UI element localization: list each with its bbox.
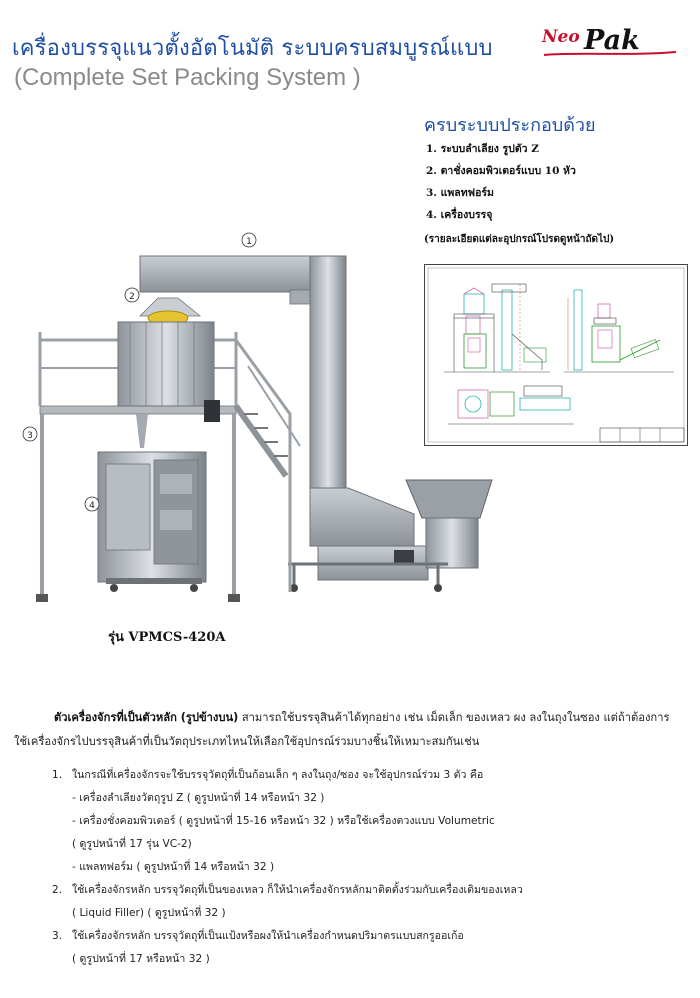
intro-bold: ตัวเครื่องจักรที่เป็นตัวหลัก (รูปข้างบน) xyxy=(54,711,239,724)
logo-pak-text: Pak xyxy=(584,25,640,56)
component-item: 4. เครื่องบรรจุ xyxy=(426,209,493,221)
callout-2-label: 2 xyxy=(129,292,135,302)
list-item: 1. ในกรณีที่เครื่องจักรจะใช้บรรจุวัตถุที่เป็นก้อนเล็ก ๆ ลงในถุง/ซอง จะใช้อุปกรณ์ร่วม 3 ตัว คือ xyxy=(52,769,484,781)
list-item: ( ดูรูปหน้าที่ 17 รุ่น VC-2) xyxy=(72,838,192,850)
components-note: (รายละเอียดแต่ละอุปกรณ์โปรดดูหน้าถัดไป) xyxy=(424,234,615,245)
neopak-logo xyxy=(540,22,678,60)
callout-4-label: 4 xyxy=(89,501,95,511)
list-item: 2. ใช้เครื่องจักรหลัก บรรจุวัตถุที่เป็นของเหลว ก็ให้นำเครื่องจักรหลักมาติดตั้งร่วมกับเครื่องเติมของเหลว xyxy=(52,884,523,896)
page-title: เครื่องบรรจุแนวตั้งอัตโนมัติ ระบบครบสมบูรณ์แบบ xyxy=(12,36,493,61)
list-item: - เครื่องชั่งคอมพิวเตอร์ ( ดูรูปหน้าที่ 15-16 หรือหน้า 32 ) หรือใช้เครื่องตวงแบบ Volumetric xyxy=(72,815,495,827)
component-item: 3. แพลทฟอร์ม xyxy=(426,187,494,199)
page-subtitle: (Complete Set Packing System ) xyxy=(14,64,361,91)
components-list xyxy=(426,140,576,228)
components-heading: ครบระบบประกอบด้วย xyxy=(424,115,596,136)
list-item: 3. ใช้เครื่องจักรหลัก บรรจุวัตถุที่เป็นแป้งหรือผงให้นำเครื่องกำหนดปริมาตรแบบสกรูออเก้อ xyxy=(52,930,464,942)
callout-1-label: 1 xyxy=(246,237,252,247)
component-item: 2. ตาชั่งคอมพิวเตอร์แบบ 10 หัว xyxy=(426,165,576,177)
callout-3-label: 3 xyxy=(27,431,33,441)
list-item: ( Liquid Filler) ( ดูรูปหน้าที่ 32 ) xyxy=(72,907,226,919)
intro-text: สามารถใช้บรรจุสินค้าได้ทุกอย่าง เช่น เม็ดเล็ก ของเหลว ผง ลงในถุงในซอง แต่ถ้าต้องการใช้เครื่องจักรไปบรรจุสินค้าที่เป็นวัตถุประเภทไหนให้เลือกใช้อุปกรณ์ร่วมบางชิ้นให้เหมาะสมกันเช่น xyxy=(14,711,670,748)
list-item: - เครื่องลำเลียงวัตถุรูป Z ( ดูรูปหน้าที่ 14 หรือหน้า 32 ) xyxy=(72,792,325,804)
intro-paragraph xyxy=(14,706,680,754)
component-item: 1. ระบบลำเลียง รูปตัว Z xyxy=(426,143,539,155)
logo-neo-text: Neo xyxy=(542,27,580,47)
details-list xyxy=(52,764,692,971)
list-item: - แพลทฟอร์ม ( ดูรูปหน้าที่ 14 หรือหน้า 32 ) xyxy=(72,861,275,873)
model-label: รุ่น VPMCS-420A xyxy=(108,630,226,645)
list-item: ( ดูรูปหน้าที่ 17 หรือหน้า 32 ) xyxy=(72,953,210,965)
machine-illustration xyxy=(18,228,500,614)
